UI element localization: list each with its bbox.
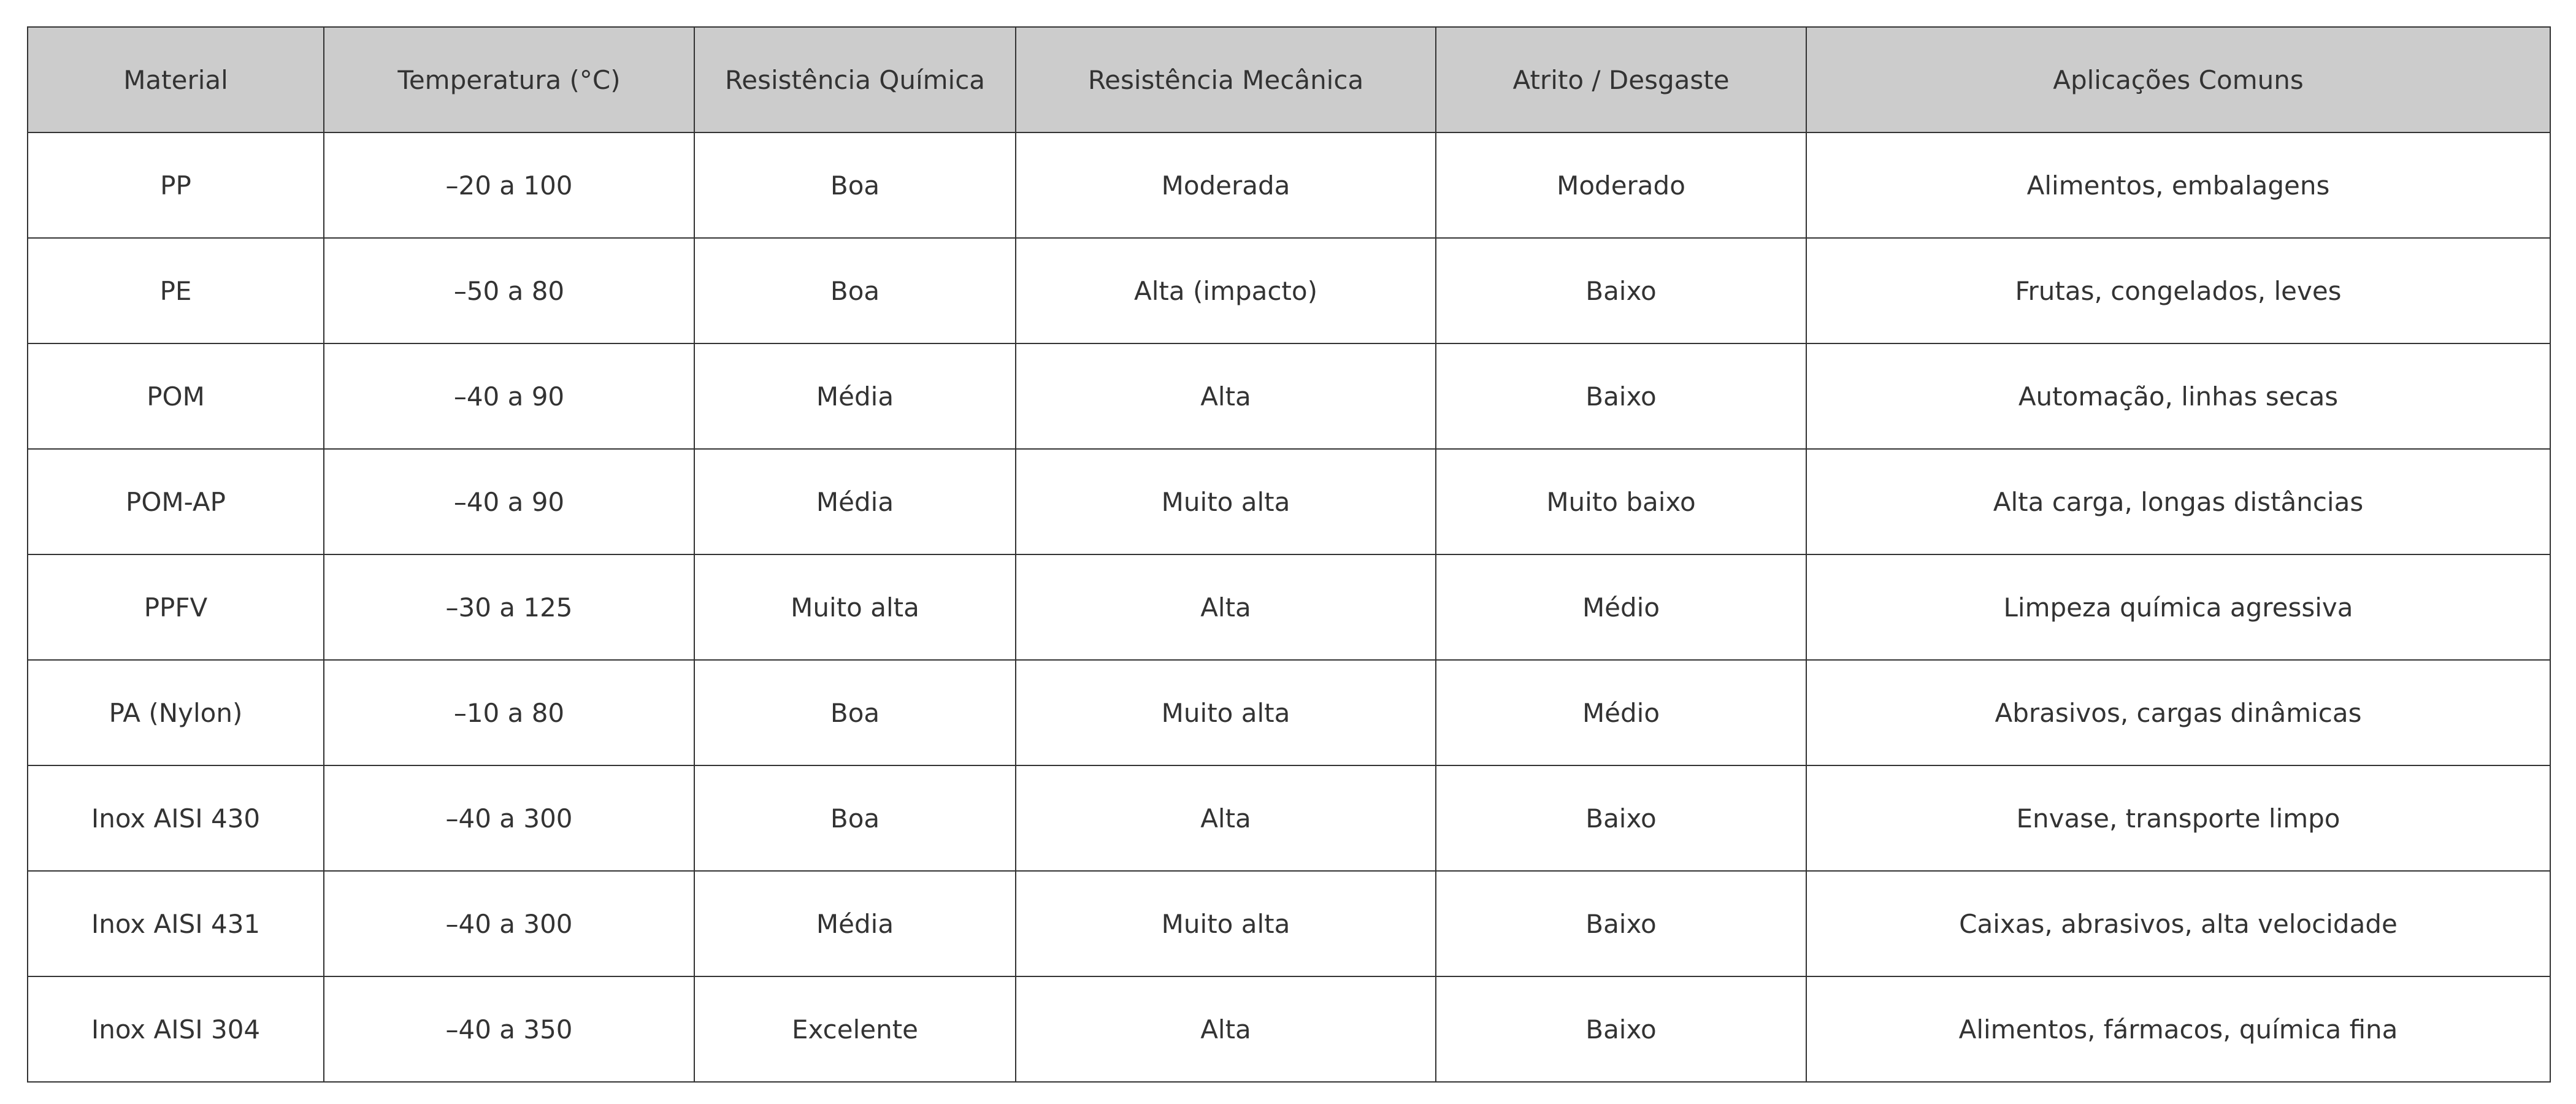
- table-row: [28, 976, 2550, 1082]
- cell-friction-wear: Moderado: [1436, 132, 1806, 238]
- cell-mechanical-resistance: Moderada: [1016, 132, 1436, 238]
- cell-mechanical-resistance: Alta (impacto): [1016, 238, 1436, 343]
- table-row: [28, 132, 2550, 238]
- table-row: [28, 554, 2550, 660]
- cell-mechanical-resistance: Alta: [1016, 554, 1436, 660]
- cell-friction-wear: Baixo: [1436, 343, 1806, 449]
- cell-mechanical-resistance: Alta: [1016, 343, 1436, 449]
- cell-applications: Alta carga, longas distâncias: [1806, 449, 2550, 554]
- table-row: [28, 660, 2550, 765]
- header-friction-wear: Atrito / Desgaste: [1436, 27, 1806, 132]
- cell-temperature: –40 a 90: [324, 449, 694, 554]
- cell-temperature: –40 a 300: [324, 871, 694, 976]
- cell-applications: Alimentos, fármacos, química fina: [1806, 976, 2550, 1082]
- cell-applications: Automação, linhas secas: [1806, 343, 2550, 449]
- cell-chemical-resistance: Boa: [694, 660, 1016, 765]
- cell-mechanical-resistance: Alta: [1016, 976, 1436, 1082]
- table-row: [28, 238, 2550, 343]
- cell-chemical-resistance: Média: [694, 449, 1016, 554]
- cell-material: PPFV: [28, 554, 324, 660]
- cell-material: PE: [28, 238, 324, 343]
- cell-friction-wear: Médio: [1436, 554, 1806, 660]
- cell-applications: Caixas, abrasivos, alta velocidade: [1806, 871, 2550, 976]
- cell-chemical-resistance: Média: [694, 343, 1016, 449]
- cell-chemical-resistance: Boa: [694, 765, 1016, 871]
- cell-material: Inox AISI 430: [28, 765, 324, 871]
- cell-applications: Limpeza química agressiva: [1806, 554, 2550, 660]
- cell-friction-wear: Baixo: [1436, 765, 1806, 871]
- cell-temperature: –20 a 100: [324, 132, 694, 238]
- cell-chemical-resistance: Boa: [694, 132, 1016, 238]
- cell-mechanical-resistance: Muito alta: [1016, 871, 1436, 976]
- header-common-applications: Aplicações Comuns: [1806, 27, 2550, 132]
- cell-applications: Envase, transporte limpo: [1806, 765, 2550, 871]
- cell-temperature: –40 a 90: [324, 343, 694, 449]
- cell-temperature: –50 a 80: [324, 238, 694, 343]
- cell-material: POM: [28, 343, 324, 449]
- cell-applications: Abrasivos, cargas dinâmicas: [1806, 660, 2550, 765]
- cell-chemical-resistance: Excelente: [694, 976, 1016, 1082]
- cell-mechanical-resistance: Alta: [1016, 765, 1436, 871]
- table-row: [28, 871, 2550, 976]
- cell-chemical-resistance: Boa: [694, 238, 1016, 343]
- cell-friction-wear: Baixo: [1436, 238, 1806, 343]
- cell-applications: Frutas, congelados, leves: [1806, 238, 2550, 343]
- table-row: [28, 343, 2550, 449]
- header-material: Material: [28, 27, 324, 132]
- cell-friction-wear: Baixo: [1436, 976, 1806, 1082]
- cell-mechanical-resistance: Muito alta: [1016, 660, 1436, 765]
- cell-material: POM-AP: [28, 449, 324, 554]
- cell-material: Inox AISI 431: [28, 871, 324, 976]
- cell-friction-wear: Muito baixo: [1436, 449, 1806, 554]
- cell-applications: Alimentos, embalagens: [1806, 132, 2550, 238]
- cell-mechanical-resistance: Muito alta: [1016, 449, 1436, 554]
- header-temperature: Temperatura (°C): [324, 27, 694, 132]
- table-header-row: [28, 27, 2550, 132]
- cell-material: Inox AISI 304: [28, 976, 324, 1082]
- cell-chemical-resistance: Muito alta: [694, 554, 1016, 660]
- cell-temperature: –40 a 300: [324, 765, 694, 871]
- cell-temperature: –40 a 350: [324, 976, 694, 1082]
- cell-friction-wear: Baixo: [1436, 871, 1806, 976]
- header-chemical-resistance: Resistência Química: [694, 27, 1016, 132]
- table-row: [28, 449, 2550, 554]
- cell-chemical-resistance: Média: [694, 871, 1016, 976]
- materials-comparison-table: [27, 26, 2551, 1083]
- header-mechanical-resistance: Resistência Mecânica: [1016, 27, 1436, 132]
- table-row: [28, 765, 2550, 871]
- cell-friction-wear: Médio: [1436, 660, 1806, 765]
- cell-material: PA (Nylon): [28, 660, 324, 765]
- cell-material: PP: [28, 132, 324, 238]
- cell-temperature: –10 a 80: [324, 660, 694, 765]
- cell-temperature: –30 a 125: [324, 554, 694, 660]
